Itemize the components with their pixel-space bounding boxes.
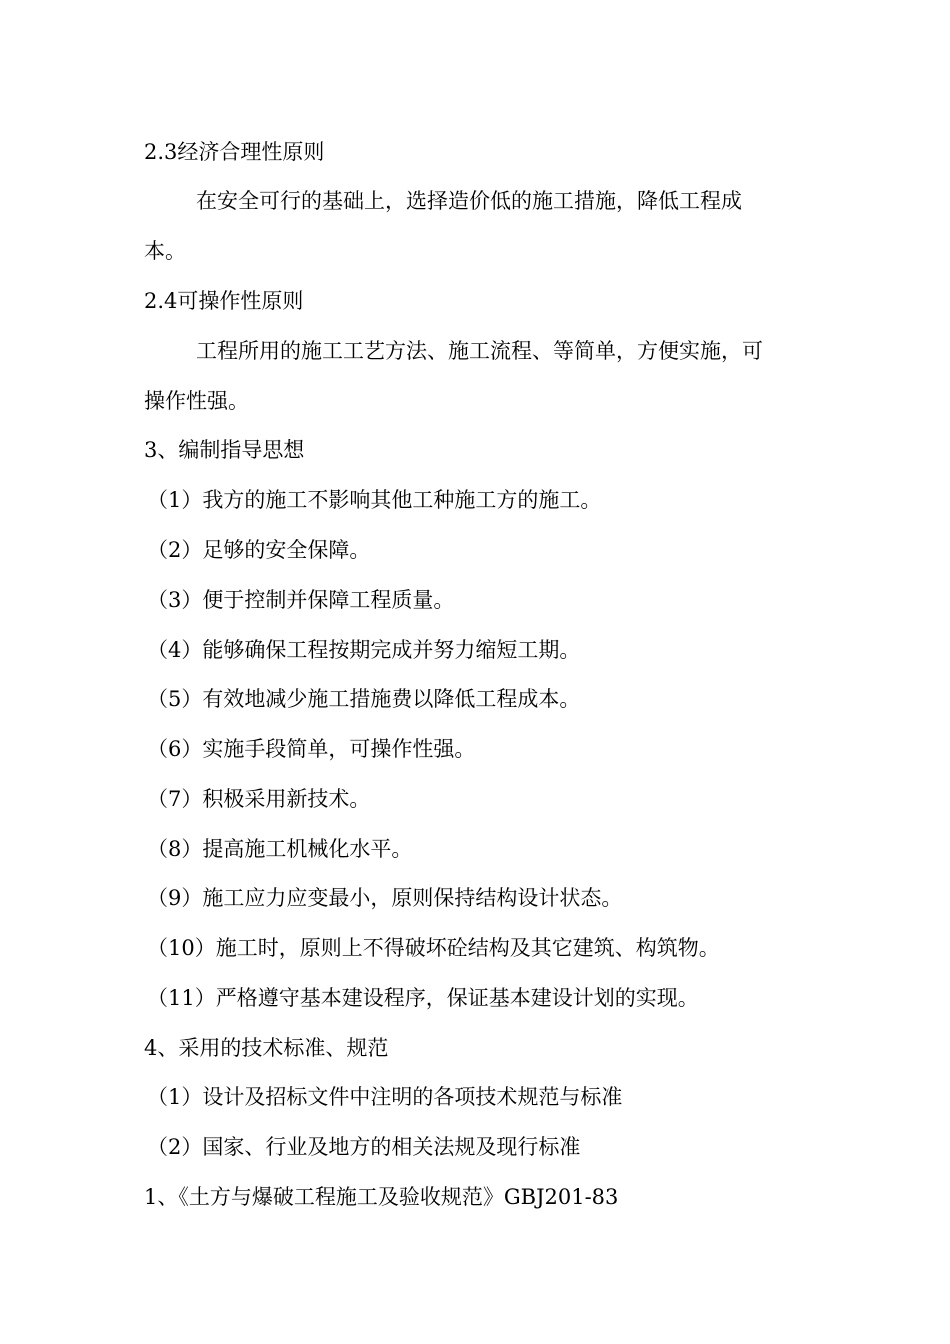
section-heading-2-4: 2.4可操作性原则 <box>144 289 304 313</box>
list-item: （2）足够的安全保障。 <box>147 538 371 562</box>
section-heading-3: 3、编制指导思想 <box>144 438 305 462</box>
section-heading-2-3: 2.3经济合理性原则 <box>144 140 325 164</box>
list-item: （5）有效地减少施工措施费以降低工程成本。 <box>147 687 581 711</box>
list-item: （3）便于控制并保障工程质量。 <box>147 588 455 612</box>
list-item: （9）施工应力应变最小，原则保持结构设计状态。 <box>147 886 623 910</box>
list-item: （10）施工时，原则上不得破坏砼结构及其它建筑、构筑物。 <box>147 936 720 960</box>
paragraph-line: 操作性强。 <box>144 389 249 413</box>
list-item: （1）我方的施工不影响其他工种施工方的施工。 <box>147 488 602 512</box>
paragraph-line: 工程所用的施工工艺方法、施工流程、等简单，方便实施，可 <box>196 339 763 363</box>
list-item: （8）提高施工机械化水平。 <box>147 837 413 861</box>
list-item: （11）严格遵守基本建设程序，保证基本建设计划的实现。 <box>147 986 699 1010</box>
paragraph-line: 在安全可行的基础上，选择造价低的施工措施，降低工程成 <box>196 189 742 213</box>
list-item: （2）国家、行业及地方的相关法规及现行标准 <box>147 1135 581 1159</box>
list-item: （7）积极采用新技术。 <box>147 787 371 811</box>
list-item: （6）实施手段简单，可操作性强。 <box>147 737 476 761</box>
section-heading-4: 4、采用的技术标准、规范 <box>144 1036 389 1060</box>
list-item: （4）能够确保工程按期完成并努力缩短工期。 <box>147 638 581 662</box>
list-item: （1）设计及招标文件中注明的各项技术规范与标准 <box>147 1085 623 1109</box>
paragraph-line: 本。 <box>144 239 186 263</box>
reference-item: 1、《土方与爆破工程施工及验收规范》GBJ201-83 <box>144 1185 619 1209</box>
